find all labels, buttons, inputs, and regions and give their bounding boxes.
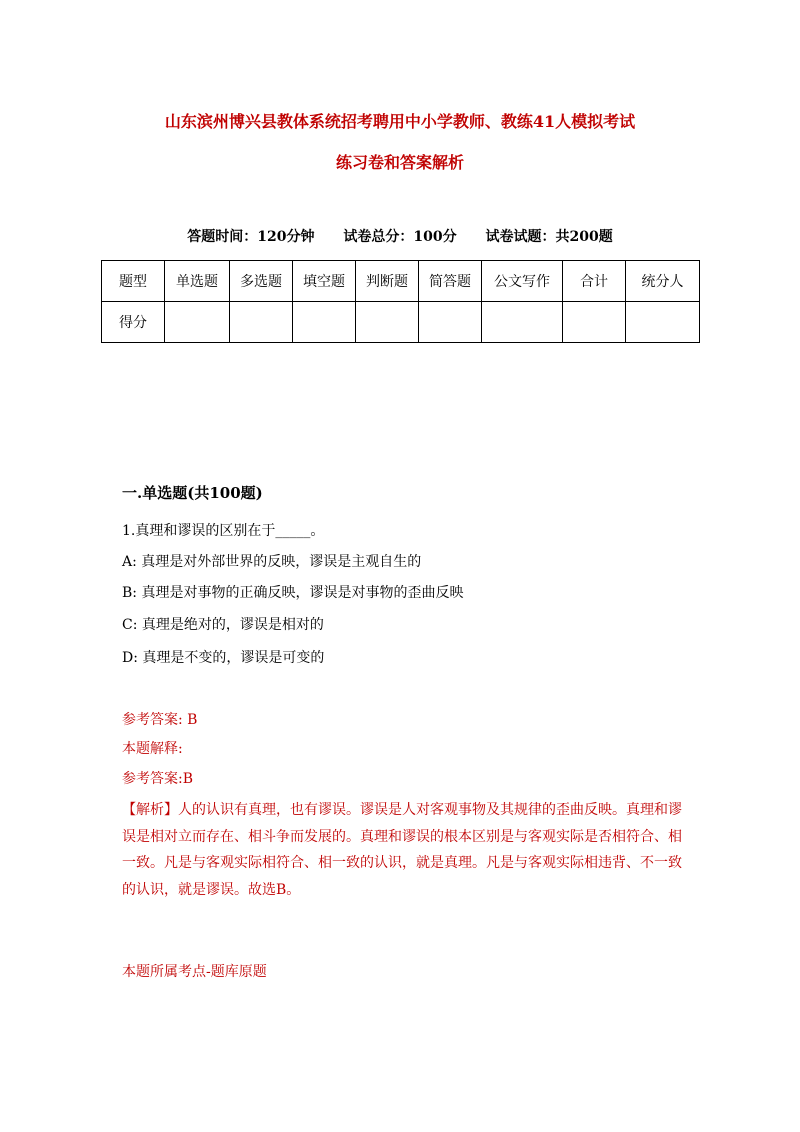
- header-cell: 单选题: [165, 261, 230, 302]
- header-cell: 统分人: [626, 261, 700, 302]
- reference-answer-repeat: 参考答案:B: [122, 771, 194, 787]
- header-cell: 多选题: [230, 261, 293, 302]
- score-cell: [419, 302, 482, 343]
- score-cell: [626, 302, 700, 343]
- exam-time: 答题时间：120分钟: [187, 229, 315, 245]
- score-cell: [356, 302, 419, 343]
- score-cell: [482, 302, 563, 343]
- score-cell: [563, 302, 626, 343]
- header-cell: 合计: [563, 261, 626, 302]
- header-cell: 题型: [102, 261, 165, 302]
- section-title: 一.单选题(共100题): [122, 484, 263, 502]
- score-table-header-row: [102, 261, 700, 302]
- score-table: [101, 260, 700, 343]
- row-label-cell: 得分: [102, 302, 165, 343]
- exam-question-count: 试卷试题：共200题: [485, 229, 613, 245]
- document-title-line-1: 山东滨州博兴县教体系统招考聘用中小学教师、教练41人模拟考试: [164, 112, 636, 131]
- explanation-label: 本题解释:: [122, 741, 183, 757]
- header-cell: 判断题: [356, 261, 419, 302]
- score-cell: [293, 302, 356, 343]
- document-title-line-2: 练习卷和答案解析: [335, 153, 464, 172]
- score-table-score-row: [102, 302, 700, 343]
- header-cell: 简答题: [419, 261, 482, 302]
- option-c: C: 真理是绝对的，谬误是相对的: [122, 617, 324, 633]
- header-cell: 填空题: [293, 261, 356, 302]
- analysis-paragraph: 【解析】人的认识有真理，也有谬误。谬误是人对客观事物及其规律的歪曲反映。真理和谬误是相对立而存在、相斗争而发展的。真理和谬误的根本区别是与客观实际是否相符合、相一致。凡是与客观实际相符合、相一致的认识，就是真理。凡是与客观实际相违背、不一致的认识，就是谬误。故选B。: [122, 802, 682, 898]
- question-stem: 1.真理和谬误的区别在于_____。: [122, 523, 325, 539]
- score-cell: [165, 302, 230, 343]
- exam-total-score: 试卷总分：100分: [343, 229, 457, 245]
- option-d: D: 真理是不变的，谬误是可变的: [122, 650, 325, 666]
- option-b: B: 真理是对事物的正确反映，谬误是对事物的歪曲反映: [122, 585, 464, 601]
- exam-meta: [0, 226, 800, 246]
- header-cell: 公文写作: [482, 261, 563, 302]
- option-a: A: 真理是对外部世界的反映，谬误是主观自生的: [122, 554, 422, 570]
- reference-answer: 参考答案: B: [122, 712, 198, 728]
- score-cell: [230, 302, 293, 343]
- question-source: 本题所属考点-题库原题: [122, 964, 267, 980]
